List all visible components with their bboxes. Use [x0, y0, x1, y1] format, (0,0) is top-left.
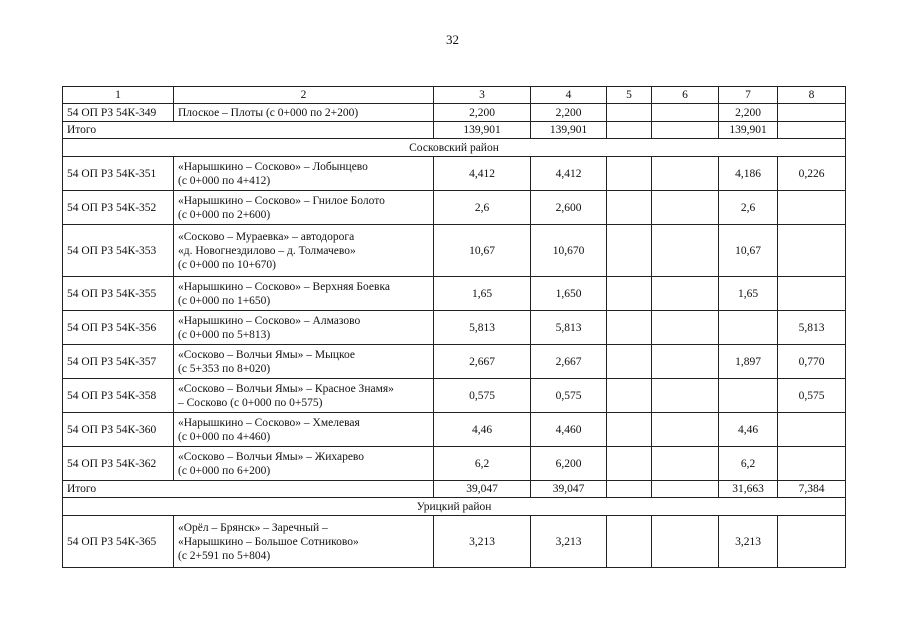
road-name-line: – Сосково (с 0+000 по 0+575) — [178, 396, 323, 409]
length-col8: 0,226 — [778, 157, 846, 191]
length-col4: 3,213 — [531, 516, 607, 568]
column-number: 4 — [531, 87, 607, 104]
total-col4: 139,901 — [531, 122, 607, 139]
column-number: 6 — [652, 87, 719, 104]
length-col8: 0,770 — [778, 345, 846, 379]
page-number: 32 — [446, 32, 459, 47]
road-name-line: (с 5+353 по 8+020) — [178, 362, 271, 375]
length-col7: 4,186 — [719, 157, 778, 191]
length-col6 — [652, 157, 719, 191]
road-name-line: (с 0+000 по 4+460) — [178, 430, 271, 443]
road-name-line: (с 0+000 по 6+200) — [178, 464, 271, 477]
length-col8 — [778, 225, 846, 277]
length-total: 2,667 — [434, 345, 531, 379]
length-col7: 6,2 — [719, 447, 778, 481]
total-label: Итого — [63, 481, 434, 498]
length-col7 — [719, 311, 778, 345]
length-col5 — [607, 516, 652, 568]
road-name-line: (с 0+000 по 2+600) — [178, 208, 271, 221]
length-col4: 4,460 — [531, 413, 607, 447]
table-row — [63, 104, 846, 122]
length-col8 — [778, 191, 846, 225]
length-col5 — [607, 379, 652, 413]
table-body — [63, 87, 846, 568]
road-name-line: (с 0+000 по 1+650) — [178, 294, 271, 307]
road-code: 54 ОП РЗ 54К-356 — [63, 311, 174, 345]
length-col5 — [607, 277, 652, 311]
length-col8 — [778, 277, 846, 311]
column-number-row — [63, 87, 846, 104]
road-code: 54 ОП РЗ 54К-351 — [63, 157, 174, 191]
length-col8 — [778, 413, 846, 447]
length-col7: 3,213 — [719, 516, 778, 568]
length-col8: 0,575 — [778, 379, 846, 413]
length-col8 — [778, 447, 846, 481]
table-row — [63, 516, 846, 568]
length-col8: 5,813 — [778, 311, 846, 345]
length-total: 10,67 — [434, 225, 531, 277]
length-col8 — [778, 104, 846, 122]
road-name-line: «Сосково – Волчьи Ямы» – Мыцкое — [178, 348, 356, 361]
length-total: 3,213 — [434, 516, 531, 568]
section-header-row — [63, 139, 846, 157]
column-number: 2 — [174, 87, 434, 104]
length-total: 6,2 — [434, 447, 531, 481]
road-name: Плоское – Плоты (с 0+000 по 2+200) — [174, 104, 434, 122]
length-col6 — [652, 311, 719, 345]
length-col6 — [652, 225, 719, 277]
table-row — [63, 345, 846, 379]
length-total: 1,65 — [434, 277, 531, 311]
length-col7: 2,200 — [719, 104, 778, 122]
length-col4: 5,813 — [531, 311, 607, 345]
section-title: Урицкий район — [63, 498, 846, 516]
length-total: 4,46 — [434, 413, 531, 447]
total-col6 — [652, 122, 719, 139]
road-name-line: (с 0+000 по 10+670) — [178, 258, 277, 271]
length-col4: 10,670 — [531, 225, 607, 277]
table-row — [63, 191, 846, 225]
total-col8 — [778, 122, 846, 139]
length-col6 — [652, 413, 719, 447]
total-col5 — [607, 122, 652, 139]
road-name-line: «Нарышкино – Большое Сотниково» — [178, 535, 359, 548]
road-name — [174, 345, 434, 379]
total-row — [63, 481, 846, 498]
table-row — [63, 447, 846, 481]
road-code: 54 ОП РЗ 54К-358 — [63, 379, 174, 413]
length-col4: 2,600 — [531, 191, 607, 225]
column-number: 8 — [778, 87, 846, 104]
road-name-line: (с 2+591 по 5+804) — [178, 549, 271, 562]
road-name-line: «Сосково – Волчьи Ямы» – Жихарево — [178, 450, 365, 463]
total-col3: 39,047 — [434, 481, 531, 498]
road-name — [174, 379, 434, 413]
road-name-line: «Нарышкино – Сосково» – Лобынцево — [178, 160, 368, 173]
roads-table — [62, 86, 846, 568]
section-header-row — [63, 498, 846, 516]
length-col4: 2,200 — [531, 104, 607, 122]
total-col7: 31,663 — [719, 481, 778, 498]
length-col5 — [607, 311, 652, 345]
table-row — [63, 311, 846, 345]
length-total: 5,813 — [434, 311, 531, 345]
table-row — [63, 277, 846, 311]
road-name-line: «Нарышкино – Сосково» – Хмелевая — [178, 416, 360, 429]
length-col5 — [607, 104, 652, 122]
road-name — [174, 191, 434, 225]
total-col5 — [607, 481, 652, 498]
road-code: 54 ОП РЗ 54К-360 — [63, 413, 174, 447]
column-number: 1 — [63, 87, 174, 104]
length-col7: 4,46 — [719, 413, 778, 447]
road-code: 54 ОП РЗ 54К-362 — [63, 447, 174, 481]
road-name — [174, 413, 434, 447]
total-col4: 39,047 — [531, 481, 607, 498]
length-col7: 2,6 — [719, 191, 778, 225]
table-row — [63, 413, 846, 447]
road-code: 54 ОП РЗ 54К-352 — [63, 191, 174, 225]
length-total: 2,200 — [434, 104, 531, 122]
length-col6 — [652, 277, 719, 311]
road-name — [174, 225, 434, 277]
length-col4: 0,575 — [531, 379, 607, 413]
road-name-line: «Сосково – Волчьи Ямы» – Красное Знамя» — [178, 382, 394, 395]
length-col7: 10,67 — [719, 225, 778, 277]
column-number: 7 — [719, 87, 778, 104]
road-name-line: (с 0+000 по 4+412) — [178, 174, 271, 187]
length-col6 — [652, 191, 719, 225]
total-col3: 139,901 — [434, 122, 531, 139]
length-col4: 4,412 — [531, 157, 607, 191]
road-code: 54 ОП РЗ 54К-349 — [63, 104, 174, 122]
length-col5 — [607, 191, 652, 225]
length-col4: 2,667 — [531, 345, 607, 379]
length-col4: 6,200 — [531, 447, 607, 481]
road-code: 54 ОП РЗ 54К-365 — [63, 516, 174, 568]
length-col6 — [652, 104, 719, 122]
total-row — [63, 122, 846, 139]
road-name — [174, 311, 434, 345]
length-col7 — [719, 379, 778, 413]
length-total: 0,575 — [434, 379, 531, 413]
length-total: 4,412 — [434, 157, 531, 191]
section-title: Сосковский район — [63, 139, 846, 157]
road-name-line: «Орёл – Брянск» – Заречный – — [178, 521, 328, 534]
length-col7: 1,65 — [719, 277, 778, 311]
length-col6 — [652, 516, 719, 568]
road-name-line: (с 0+000 по 5+813) — [178, 328, 271, 341]
road-name — [174, 516, 434, 568]
table-row — [63, 157, 846, 191]
road-name-line: «Сосково – Мураевка» – автодорога — [178, 230, 355, 243]
length-col6 — [652, 379, 719, 413]
table-row — [63, 225, 846, 277]
length-col6 — [652, 447, 719, 481]
length-col7: 1,897 — [719, 345, 778, 379]
total-col6 — [652, 481, 719, 498]
road-code: 54 ОП РЗ 54К-353 — [63, 225, 174, 277]
length-col8 — [778, 516, 846, 568]
length-col5 — [607, 157, 652, 191]
length-col5 — [607, 345, 652, 379]
road-name — [174, 157, 434, 191]
total-label: Итого — [63, 122, 434, 139]
total-col8: 7,384 — [778, 481, 846, 498]
road-name — [174, 447, 434, 481]
road-name-line: «Нарышкино – Сосково» – Верхняя Боевка — [178, 280, 390, 293]
road-name-line: «Нарышкино – Сосково» – Алмазово — [178, 314, 361, 327]
column-number: 5 — [607, 87, 652, 104]
length-col4: 1,650 — [531, 277, 607, 311]
length-total: 2,6 — [434, 191, 531, 225]
road-name — [174, 277, 434, 311]
length-col5 — [607, 413, 652, 447]
length-col5 — [607, 447, 652, 481]
length-col5 — [607, 225, 652, 277]
road-name-line: «д. Новогнездилово – д. Толмачево» — [178, 244, 356, 257]
road-code: 54 ОП РЗ 54К-355 — [63, 277, 174, 311]
total-col7: 139,901 — [719, 122, 778, 139]
road-name-line: «Нарышкино – Сосково» – Гнилое Болото — [178, 194, 385, 207]
length-col6 — [652, 345, 719, 379]
table-row — [63, 379, 846, 413]
road-code: 54 ОП РЗ 54К-357 — [63, 345, 174, 379]
column-number: 3 — [434, 87, 531, 104]
